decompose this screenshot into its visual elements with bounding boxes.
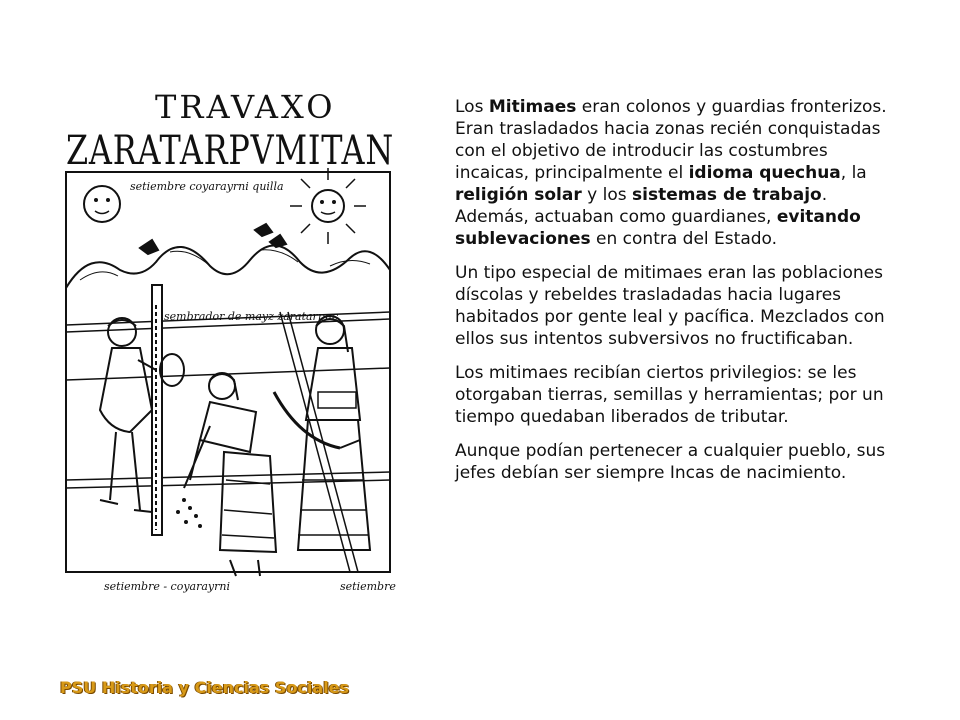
paragraph-text: . Además, actuaban como guardianes, <box>455 185 828 227</box>
paragraph <box>455 262 895 350</box>
moon-icon <box>84 186 120 222</box>
illustration-caption-middle: sembrador de mayz zaratarpuc <box>164 310 339 323</box>
guaman-poma-illustration <box>60 80 400 600</box>
emphasis-text: sistemas de trabajo <box>632 185 822 205</box>
paragraph-text: , la <box>840 163 867 183</box>
paragraph-text: Los mitimaes recibían ciertos privilegios: se les otorgaban tierras, semillas y herramientas; por un tiempo quedaban liberados de tributar. <box>455 363 884 427</box>
seeds <box>176 498 202 528</box>
paragraph-text: Un tipo especial de mitimaes eran las poblaciones díscolas y rebeldes trasladadas hacia lugares habitados por gente leal y pacífica. Mezclados con ellos sus intentos subversivos no fructificaban. <box>455 263 885 349</box>
paragraph <box>455 362 895 428</box>
paragraph-text: Aunque podían pertenecer a cualquier pueblo, sus jefes debían ser siempre Incas de nacimiento. <box>455 441 886 483</box>
illustration-drawing <box>60 80 400 600</box>
sun-icon <box>290 168 366 244</box>
mountains <box>66 245 390 288</box>
emphasis-text: idioma quechua <box>688 163 841 183</box>
illustration-title-top: TRAVAXO <box>155 88 336 126</box>
footer-label: PSU Historia y Ciencias Sociales <box>60 678 350 697</box>
emphasis-text: evitando sublevaciones <box>455 207 861 249</box>
body-text <box>455 96 895 496</box>
paragraph <box>455 96 895 250</box>
emphasis-text: Mitimaes <box>488 97 577 117</box>
illustration-title-main: ZARATARPVMITAN <box>66 128 394 174</box>
paragraph-text: y los <box>581 185 633 205</box>
woman-with-hoe <box>274 316 370 550</box>
paragraph <box>455 440 895 484</box>
paragraph-text: Los <box>455 97 489 117</box>
paragraph-text: en contra del Estado. <box>590 229 778 249</box>
illustration-caption-upper: setiembre coyarayrni quilla <box>130 180 284 193</box>
illustration-caption-bottom-left: setiembre - coyarayrni <box>104 580 231 593</box>
illustration-caption-bottom-right: setiembre <box>340 580 396 593</box>
paragraph-text: eran colonos y guardias fronterizos. Eran trasladados hacia zonas recién conquistadas con el objetivo de introducir las costumbres incaicas, principalmente el <box>455 97 887 183</box>
emphasis-text: religión solar <box>455 185 582 205</box>
